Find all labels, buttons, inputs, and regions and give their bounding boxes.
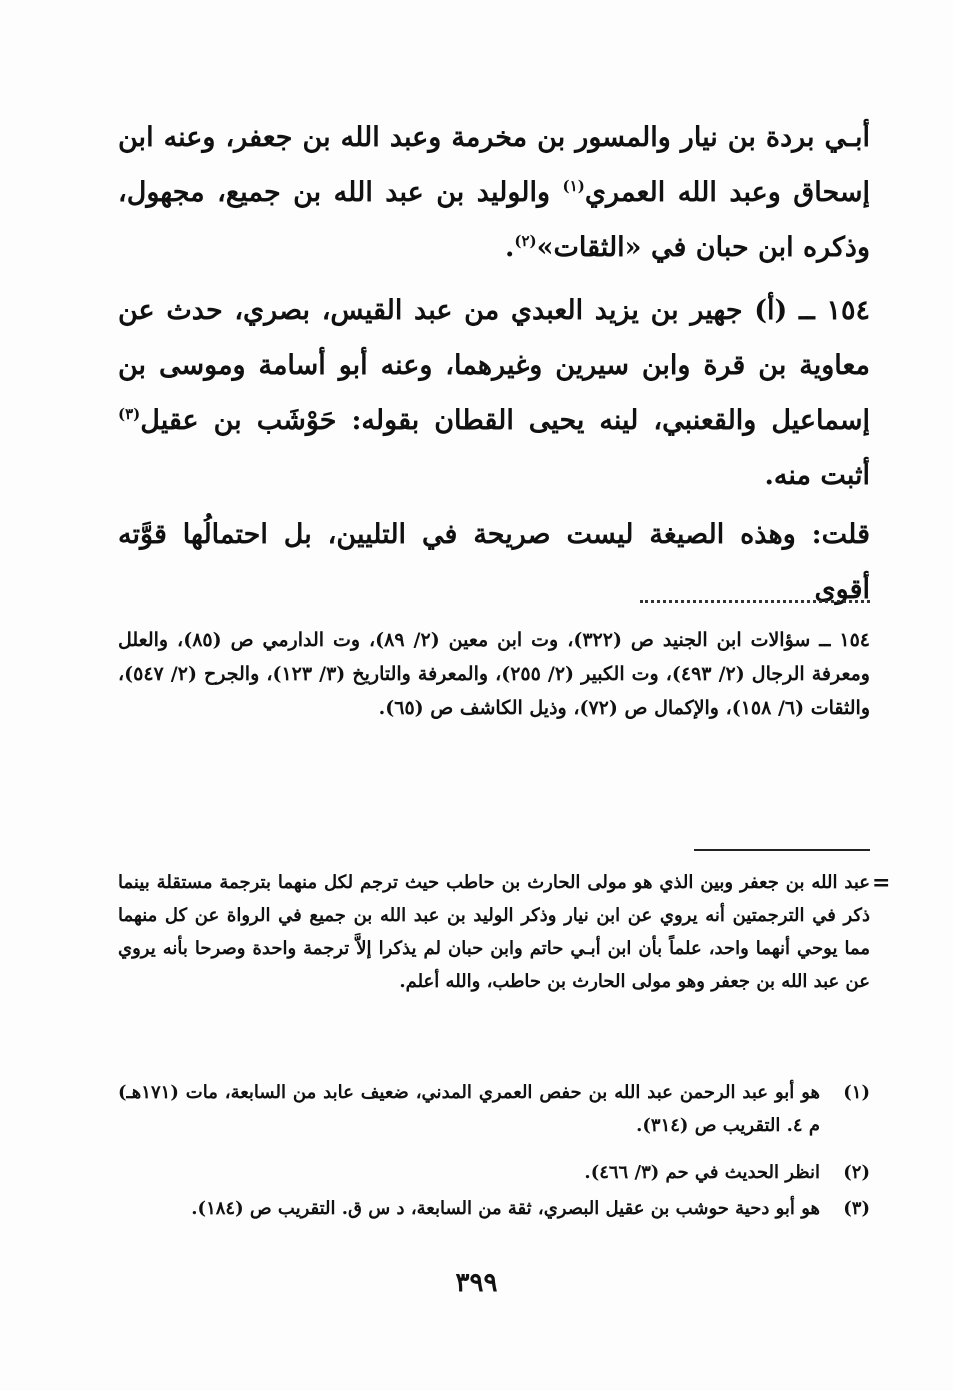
paragraph-1-text-a: أبـي بردة بن نيار والمسور بن مخرمة وعبد الله بن جعفر، وعنه ابن إسحاق وعبد الله العمري (118, 122, 871, 208)
comment-text: قلت: وهذه الصيغة ليست صريحة في التليين، بل احتمالُها قوَّته أقوى (118, 519, 870, 605)
footnote-ref-3[interactable]: (٣) (118, 405, 141, 423)
footnote-3-number: (٣) (843, 1198, 870, 1219)
paragraph-1 (118, 110, 870, 275)
source-references (118, 623, 870, 725)
entry-154a (118, 283, 870, 503)
source-references-text: ١٥٤ ــ سؤالات ابن الجنيد ص (٣٢٢)، وت ابن معين (٢/ ٨٩)، وت الدارمي ص (٨٥)، والعلل ومعرفة الرجال (٢/ ٤٩٣)، وت الكبير (٢/ ٢٥٥)، والمعرفة والتاريخ (٣/ ١٢٣)، والجرح (٢/ ٥٤٧)، والثقات (٦/ ١٥٨)، والإكمال ص (٧٢)، وذيل الكاشف ص (٦٥). (118, 629, 871, 719)
footnote-3-text: هو أبو دحية حوشب بن عقيل البصري، ثقة من السابعة، د س ق. التقريب ص (١٨٤). (191, 1198, 820, 1219)
entry-154a-text-a: ١٥٤ ــ (أ) جهير بن يزيد العبدي من عبد القيس، بصري، حدث عن معاوية بن قرة وابن سيرين وغيرهما، وعنه أبو أسامة وموسى بن إسماعيل والقعنبي، لينه يحيى القطان بقوله: حَوْشَب بن عقيل (118, 295, 870, 436)
paragraph-1-text-b: والوليد بن عبد الله بن جميع، مجهول، وذكره ابن حبان في «الثقات» (118, 177, 870, 263)
footnote-1 (118, 1076, 870, 1142)
page-number: ٣٩٩ (455, 1268, 498, 1298)
footnote-2-number: (٢) (843, 1162, 870, 1183)
footnote-3 (118, 1192, 870, 1225)
footnote-rule (694, 849, 870, 851)
footnote-ref-1[interactable]: (١) (562, 177, 585, 195)
footnote-continuation (118, 866, 870, 998)
footnote-ref-2[interactable]: (٢) (514, 232, 537, 250)
dotted-separator (640, 600, 870, 603)
footnote-2 (118, 1156, 870, 1189)
paragraph-1-text-c: . (504, 232, 515, 263)
entry-154a-text-b: أثبت منه. (764, 460, 870, 491)
footnote-2-text: انظر الحديث في حم (٣/ ٤٦٦). (584, 1162, 820, 1183)
continuation-mark: = (872, 870, 891, 896)
footnote-1-text: هو أبو عبد الرحمن عبد الله بن حفص العمري المدني، ضعيف عابد من السابعة، مات (١٧١هـ) م ٤. التقريب ص (٣١٤). (118, 1082, 820, 1136)
footnote-continuation-text: عبد الله بن جعفر وبين الذي هو مولى الحارث بن حاطب حيث ترجم لكل منهما بترجمة مستقلة بينما ذكر في الترجمتين أنه يروي عن ابن نيار وذكر الوليد بن عبد الله بن جميع في الرواة عن كل منهما مما يوحي أنهما واحد، علماً بأن ابن أبـي حاتم وابن حبان لم يذكرا إلاَّ ترجمة واحدة وصرحا بأنه يروي عن عبد الله بن جعفر وهو مولى الحارث بن حاطب، والله أعلم. (118, 872, 870, 992)
footnote-1-number: (١) (843, 1082, 870, 1103)
